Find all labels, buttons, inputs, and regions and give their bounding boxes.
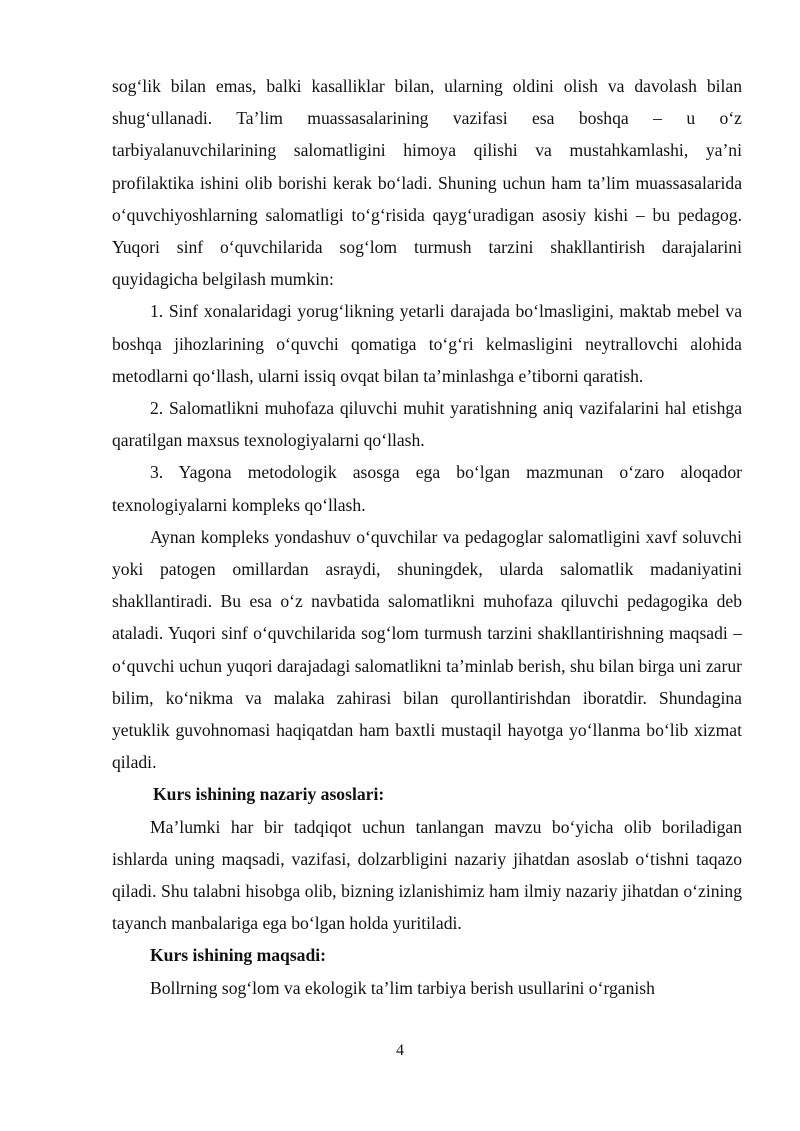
list-item-3: 3. Yagona metodologik asosga ega bo‘lgan mazmunan o‘zaro aloqador texnologiyalarni kompleks qo‘llash.	[112, 462, 742, 515]
goal-paragraph: Bollrning sog‘lom va ekologik ta’lim tarbiya berish usullarini o‘rganish	[150, 977, 655, 998]
intro-paragraph: sog‘lik bilan emas, balki kasalliklar bilan, ularning oldini olish va davolash bilan shug‘ullanadi. Ta’lim muassasalarining vazifasi esa boshqa – u o‘z tarbiyalanuvchilarining salomatligini himoya qilishi va mustahkamlashi, ya’ni profilaktika ishini olib borishi kerak bo‘ladi. Shuning uchun ham ta’lim muassasalarida o‘quvchiyoshlarning salomatligi to‘g‘risida qayg‘uradigan asosiy kishi – bu pedagog. Yuqori sinf o‘quvchilarida sog‘lom turmush tarzini shakllantirish darajalarini quyidagicha belgilash mumkin:	[112, 76, 742, 290]
theoretical-basis-paragraph: Ma’lumki har bir tadqiqot uchun tanlangan mavzu bo‘yicha olib boriladigan ishlarda uning maqsadi, vazifasi, dolzarbligini nazariy jihatdan asoslab o‘tishni taqazo qiladi. Shu talabni hisobga olib, bizning izlanishimiz ham ilmiy nazariy jihatdan o‘zining tayanch manbalariga ega bo‘lgan holda yuritiladi.	[112, 816, 742, 934]
goal-heading: Kurs ishining maqsadi:	[150, 945, 326, 966]
theoretical-basis-heading: Kurs ishining nazariy asoslari:	[153, 784, 385, 805]
list-item-2: 2. Salomatlikni muhofaza qiluvchi muhit yaratishning aniq vazifalarini hal etishga qaratilgan maxsus texnologiyalarni qo‘llash.	[112, 398, 742, 451]
page-body	[112, 70, 742, 1004]
page-number: 4	[396, 1042, 404, 1059]
list-item-1: 1. Sinf xonalaridagi yorug‘likning yetarli darajada bo‘lmasligini, maktab mebel va boshqa jihozlarining o‘quvchi qomatiga to‘g‘ri kelmasligini neytrallovchi alohida metodlarni qo‘llash, ularni issiq ovqat bilan ta’minlashga e’tiborni qaratish.	[112, 301, 742, 386]
complex-approach-paragraph: Aynan kompleks yondashuv o‘quvchilar va pedagoglar salomatligini xavf soluvchi yoki patogen omillardan asraydi, shuningdek, ularda salomatlik madaniyatini shakllantiradi. Bu esa o‘z navbatida salomatlikni muhofaza qiluvchi pedagogika deb ataladi. Yuqori sinf o‘quvchilarida sog‘lom turmush tarzini shakllantirishning maqsadi – o‘quvchi uchun yuqori darajadagi salomatlikni ta’minlab berish, shu bilan birga uni zarur bilim, ko‘nikma va malaka zahirasi bilan qurollantirishdan iboratdir. Shundagina yetuklik guvohnomasi haqiqatdan ham baxtli mustaqil hayotga yo‘llanma bo‘lib xizmat qiladi.	[112, 526, 742, 773]
